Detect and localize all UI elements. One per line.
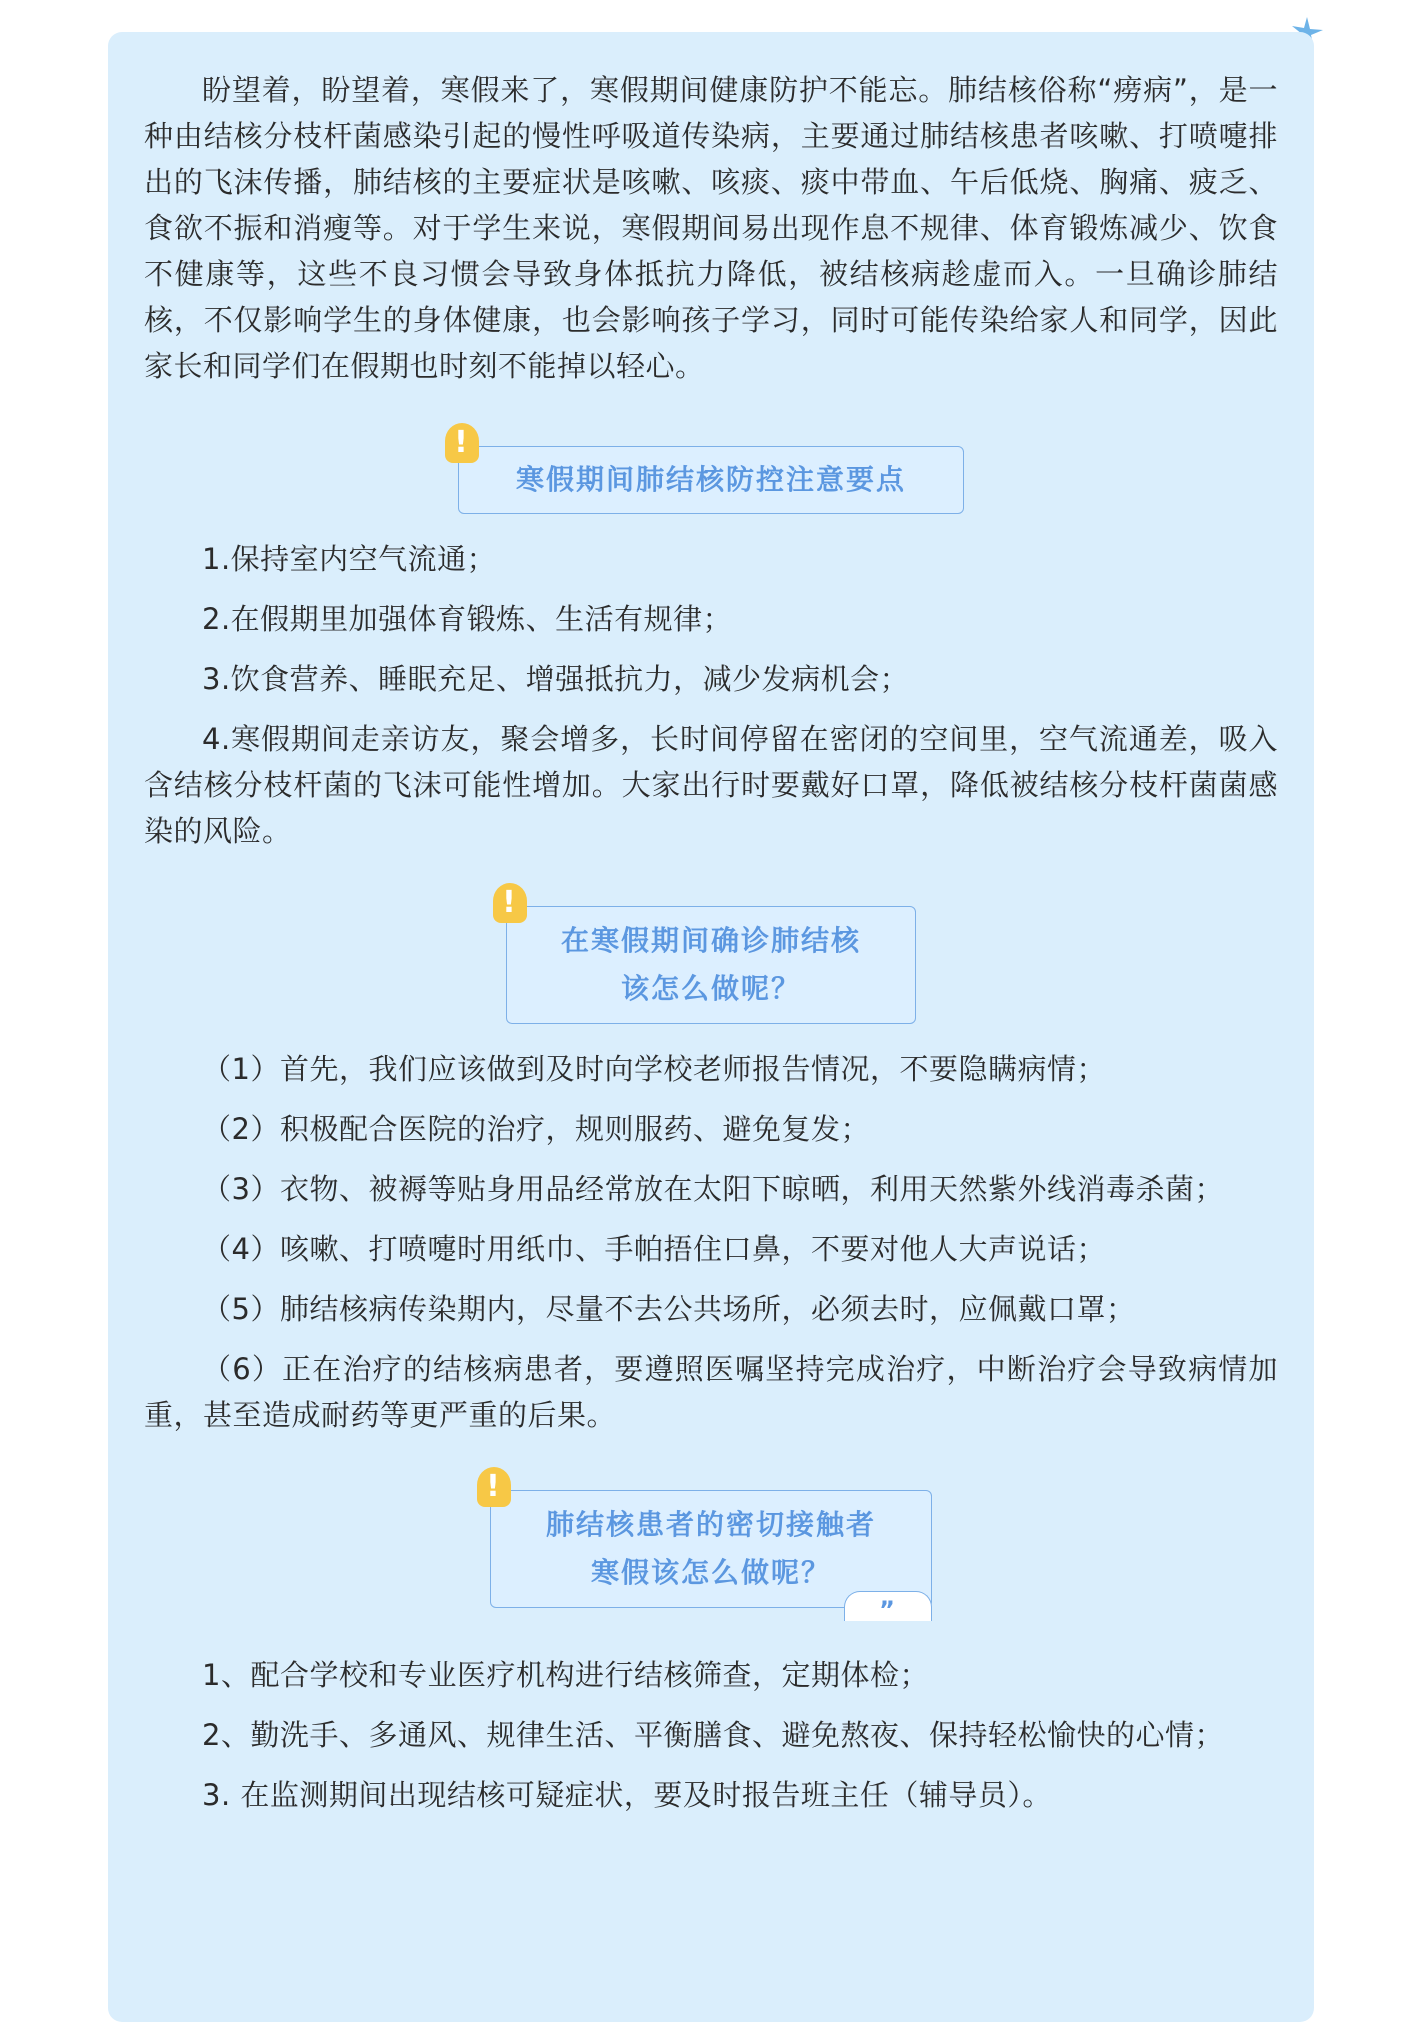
section3-heading — [144, 1469, 1278, 1624]
section2-heading-box — [502, 885, 916, 1024]
intro-paragraph: 盼望着，盼望着，寒假来了，寒假期间健康防护不能忘。肺结核俗称“痨病”，是一种由结核分枝杆菌感染引起的慢性呼吸道传染病，主要通过肺结核患者咳嗽、打喷嚏排出的飞沫传播，肺结核的主要症状是咳嗽、咳痰、痰中带血、午后低烧、胸痛、疲乏、食欲不振和消瘦等。对于学生来说，寒假期间易出现作息不规律、体育锻炼减少、饮食不健康等，这些不良习惯会导致身体抵抗力降低，被结核病趁虚而入。一旦确诊肺结核，不仅影响学生的身体健康，也会影响孩子学习，同时可能传染给家人和同学，因此家长和同学们在假期也时刻不能掉以轻心。 — [144, 73, 1278, 383]
list-item: 1、配合学校和专业医疗机构进行结核筛查，定期体检； — [202, 1658, 929, 1692]
section3-heading-box — [486, 1469, 932, 1624]
list-item: 3.饮食营养、睡眠充足、增强抵抗力，减少发病机会； — [202, 662, 910, 696]
section2-list — [144, 1046, 1278, 1438]
quote-mark-icon: ” — [844, 1591, 932, 1621]
list-item: （2）积极配合医院的治疗，规则服药、避免复发； — [202, 1112, 870, 1146]
exclamation-badge-icon: ! — [477, 1467, 511, 1507]
section2-title-line1: 在寒假期间确诊肺结核 — [560, 924, 861, 957]
section1-heading-box — [454, 425, 964, 514]
list-item: 2、勤洗手、多通风、规律生活、平衡膳食、避免熬夜、保持轻松愉快的心情； — [202, 1718, 1224, 1752]
section1-title: 寒假期间肺结核防控注意要点 — [515, 463, 906, 496]
list-item: （4）咳嗽、打喷嚏时用纸巾、手帕捂住口鼻，不要对他人大声说话； — [202, 1232, 1106, 1266]
list-item: （1）首先，我们应该做到及时向学校老师报告情况，不要隐瞒病情； — [202, 1052, 1106, 1086]
list-item: 2.在假期里加强体育锻炼、生活有规律； — [202, 602, 733, 636]
list-item: （3）衣物、被褥等贴身用品经常放在太阳下晾晒，利用天然紫外线消毒杀菌； — [202, 1172, 1224, 1206]
article-card — [108, 32, 1314, 2022]
exclamation-badge-icon: ! — [493, 883, 527, 923]
list-item: 3. 在监测期间出现结核可疑症状，要及时报告班主任（辅导员）。 — [202, 1778, 1052, 1812]
section1-list — [144, 536, 1278, 854]
section3-title-line2: 寒假该怎么做呢？ — [590, 1556, 831, 1589]
list-item: （5）肺结核病传染期内，尽量不去公共场所，必须去时，应佩戴口罩； — [202, 1292, 1136, 1326]
list-item: 4.寒假期间走亲访友，聚会增多，长时间停留在密闭的空间里，空气流通差，吸入含结核分枝杆菌的飞沫可能性增加。大家出行时要戴好口罩，降低被结核分枝杆菌菌感染的风险。 — [144, 722, 1278, 848]
list-item: （6）正在治疗的结核病患者，要遵照医嘱坚持完成治疗，中断治疗会导致病情加重，甚至造成耐药等更严重的后果。 — [144, 1352, 1278, 1432]
exclamation-badge-icon: ! — [445, 423, 479, 463]
section3-title-line1: 肺结核患者的密切接触者 — [545, 1508, 876, 1541]
list-item: 1.保持室内空气流通； — [202, 542, 497, 576]
section2-title-line2: 该怎么做呢？ — [620, 972, 801, 1005]
section1-heading — [144, 425, 1278, 514]
section3-list — [144, 1652, 1278, 1818]
section2-heading — [144, 885, 1278, 1024]
